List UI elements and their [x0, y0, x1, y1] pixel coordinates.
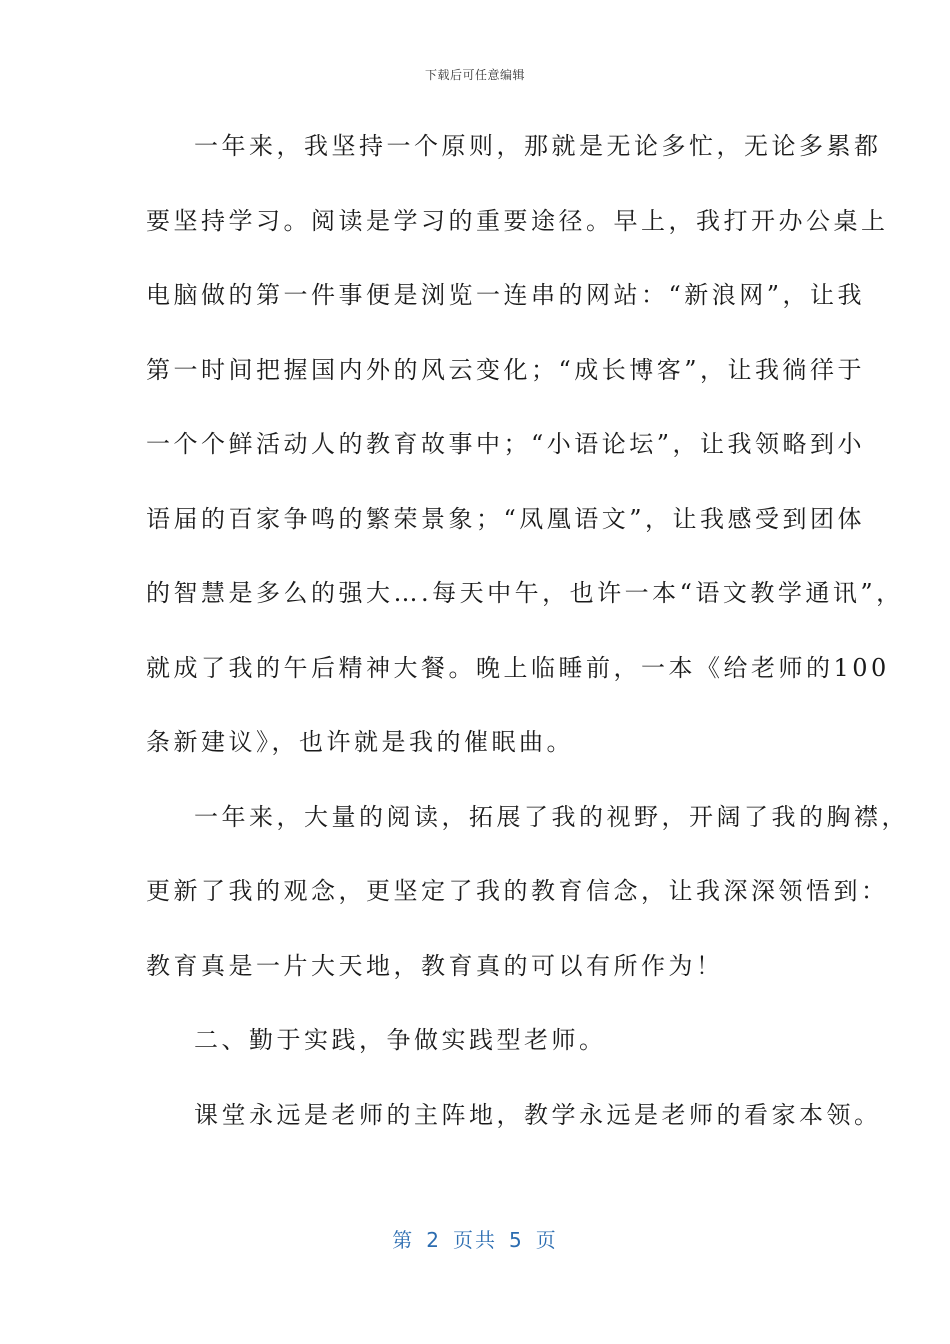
paragraph-line: 更新了我的观念，更坚定了我的教育信念，让我深深领悟到：: [146, 877, 889, 905]
paragraph-line: 条新建议》，也许就是我的催眠曲。: [146, 728, 574, 756]
page-header: 下载后可任意编辑: [424, 68, 525, 82]
paragraph-line: 要坚持学习。阅读是学习的重要途径。早上，我打开办公桌上: [146, 206, 889, 235]
footer-prefix: 第: [392, 1228, 415, 1252]
paragraph-line: 教育真是一片大天地，教育真的可以有所作为！: [146, 951, 724, 980]
footer-suffix: 页: [535, 1228, 558, 1252]
paragraph-line: 第一时间把握国内外的风云变化；“成长博客”，让我徜徉于: [146, 355, 866, 384]
paragraph-line: 课堂永远是老师的主阵地，教学永远是老师的看家本领。: [194, 1100, 882, 1129]
paragraph-line: 电脑做的第一件事便是浏览一连串的网站：“新浪网”，让我: [146, 281, 866, 309]
document-body: [146, 124, 909, 1167]
paragraph-line: 语届的百家争鸣的繁荣景象；“凤凰语文”，让我感受到团体: [146, 504, 866, 533]
paragraph-line: 一年来，我坚持一个原则，那就是无论多忙，无论多累都: [194, 132, 882, 160]
footer-middle: 页共: [453, 1228, 497, 1252]
paragraph-line: 就成了我的午后精神大餐。晚上临睡前，一本《给老师的100: [146, 653, 890, 682]
paragraph-line: 一个个鲜活动人的教育故事中；“小语论坛”，让我领略到小: [146, 430, 866, 458]
paragraph-line: 的智慧是多么的强大….每天中午，也许一本“语文教学通讯”，: [146, 579, 904, 607]
current-page-number: 2: [426, 1228, 441, 1252]
total-pages-number: 5: [509, 1228, 524, 1252]
section-heading: 二、勤于实践，争做实践型老师。: [194, 1026, 607, 1054]
paragraph-line: 一年来，大量的阅读，拓展了我的视野，开阔了我的胸襟，: [194, 802, 909, 831]
page-footer: [0, 1224, 950, 1253]
